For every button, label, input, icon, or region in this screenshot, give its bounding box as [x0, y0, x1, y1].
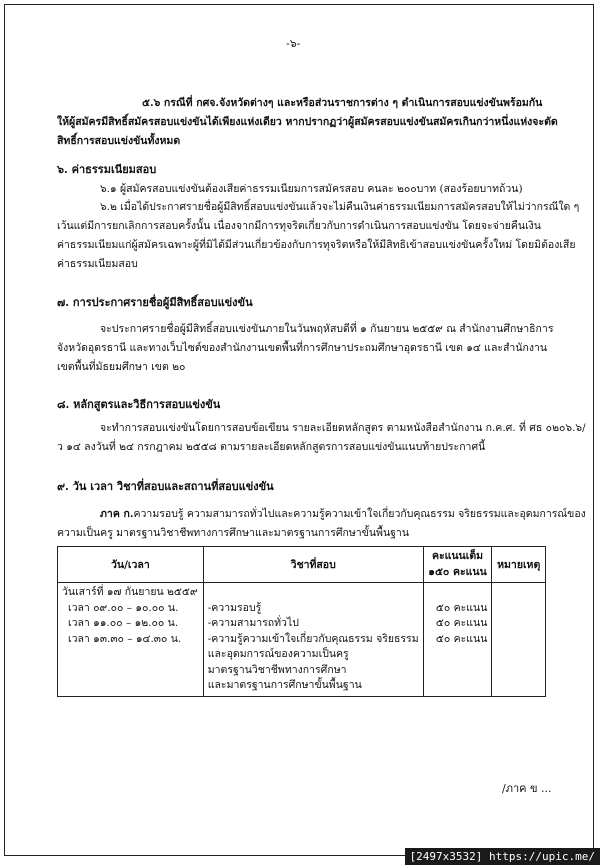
table-row: [58, 583, 546, 697]
section-9-part-a-line1: [100, 507, 586, 521]
section-6-2-line2: เว้นแต่มีการยกเลิกการสอบครั้งนั้น เนื่องจากมีการทุจริตเกี่ยวกับการดำเนินการสอบแข่งขัน โดยจะจ่ายคืนเงิน: [57, 220, 541, 232]
section-8-line1: จะทำการสอบแข่งขันโดยการสอบข้อเขียน รายละเอียดหลักสูตร ตามหนังสือสำนักงาน ก.ค.ศ. ที่ ศธ ๐๒๐๖.๖/: [100, 422, 586, 434]
page-number: -๖-: [286, 37, 301, 50]
subject-3-line2: และอุดมการณ์ของความเป็นครู: [207, 648, 349, 660]
score-3: ๕๐ คะแนน: [435, 632, 488, 645]
section-5-6-line2: ให้ผู้สมัครมีสิทธิ์สมัครสอบแข่งขันได้เพียงแห่งเดียว หากปรากฏว่าผู้สมัครสอบแข่งขันสมัครเกินกว่าหนึ่งแห่งจะตัด: [57, 116, 558, 128]
part-a-desc: ความรอบรู้ ความสามารถทั่วไปและความรู้ความเข้าใจเกี่ยวกับคุณธรรม จริยธรรมและอุดมการณ์ของ: [133, 508, 586, 520]
section-9-part-a-line2: ความเป็นครู มาตรฐานวิชาชีพทางการศึกษาและมาตรฐานการศึกษาขั้นพื้นฐาน: [57, 527, 409, 539]
score-2: ๕๐ คะแนน: [435, 617, 488, 629]
section-7-line1: จะประกาศรายชื่อผู้มีสิทธิ์สอบแข่งขันภายในวันพฤหัสบดีที่ ๑ กันยายน ๒๕๕๙ ณ สำนักงานศึกษาธิการ: [100, 323, 554, 335]
section-6-1-text: ๖.๑ ผู้สมัครสอบแข่งขันต้องเสียค่าธรรมเนียมการสมัครสอบ คนละ ๒๐๐บาท (สองร้อยบาทถ้วน): [100, 183, 523, 195]
cell-date-time: [58, 583, 204, 697]
score-1: ๕๐ คะแนน: [435, 601, 488, 614]
header-score-line1: คะแนนเต็ม: [431, 550, 484, 562]
subject-3-line3: มาตรฐานวิชาชีพทางการศึกษา: [207, 663, 347, 676]
section-5-6-line1: ๕.๖ กรณีที่ กศจ.จังหวัดต่างๆ และหรือส่วนราชการต่าง ๆ ดำเนินการสอบแข่งขันพร้อมกัน: [142, 97, 543, 109]
header-date-time: วัน/เวลา: [58, 547, 204, 583]
subject-1: -ความรอบรู้: [207, 601, 262, 614]
exam-schedule-table: [57, 546, 546, 697]
subject-3-line1: -ความรู้ความเข้าใจเกี่ยวกับคุณธรรม จริยธรรม: [207, 632, 419, 645]
subject-3-line4: และมาตรฐานการศึกษาขั้นพื้นฐาน: [207, 679, 362, 691]
exam-time-2: เวลา ๑๑.๐๐ – ๑๒.๐๐ น.: [68, 617, 179, 629]
section-6-2-line3: ค่าธรรมเนียมแก่ผู้สมัครเฉพาะผู้ที่มิได้มีส่วนเกี่ยวข้องกับการทุจริตหรือให้มีสิทธิเข้าสอบแข่งขันครั้งใหม่ โดยมิต้องเสีย: [57, 239, 576, 251]
exam-time-3: เวลา ๑๓.๓๐ – ๑๔.๓๐ น.: [68, 632, 182, 645]
exam-time-1: เวลา ๐๙.๐๐ – ๑๐.๐๐ น.: [68, 601, 179, 614]
exam-date: วันเสาร์ที่ ๑๗ กันยายน ๒๕๕๙: [62, 586, 198, 598]
section-7-line2: จังหวัดอุดรธานี และทางเว็บไซต์ของสำนักงานเขตพื้นที่การศึกษาประถมศึกษาอุดรธานี เขต ๑๔ และสำนักงาน: [57, 342, 548, 354]
section-5-6-line3: สิทธิ์การสอบแข่งขันทั้งหมด: [57, 135, 181, 147]
section-7-line3: เขตพื้นที่มัธยมศึกษา เขต ๒๐: [57, 361, 186, 373]
subject-2: -ความสามารถทั่วไป: [207, 617, 299, 629]
section-7-heading: ๗. การประกาศรายชื่อผู้มีสิทธิ์สอบแข่งขัน: [57, 296, 253, 309]
header-score-line2: ๑๕๐ คะแนน: [428, 565, 487, 578]
header-note: หมายเหตุ: [492, 547, 546, 583]
part-a-label: ภาค ก.: [100, 508, 134, 520]
header-subject: วิชาที่สอบ: [203, 547, 423, 583]
cell-note: [492, 583, 546, 697]
section-6-2-line4: ค่าธรรมเนียมสอบ: [57, 258, 138, 270]
header-score: [423, 547, 492, 583]
section-8-line2: ว ๑๔ ลงวันที่ ๒๔ กรกฎาคม ๒๕๕๘ ตามรายละเอียดหลักสูตรการสอบแข่งขันแนบท้ายประกาศนี้: [57, 441, 486, 453]
cell-subjects: [203, 583, 423, 697]
next-page-indicator: /ภาค ข ...: [502, 782, 552, 795]
section-8-heading: ๘. หลักสูตรและวิธีการสอบแข่งขัน: [57, 398, 221, 411]
section-6-2-line1: ๖.๒ เมื่อได้ประกาศรายชื่อผู้มีสิทธิ์สอบแข่งขันแล้วจะไม่คืนเงินค่าธรรมเนียมการสมัครสอบให้ไม่ว่ากรณีใด ๆ: [100, 201, 580, 213]
image-size-watermark: [2497x3532] https://upic.me/: [405, 848, 600, 865]
table-header-row: [58, 547, 546, 583]
cell-scores: [423, 583, 492, 697]
section-9-heading: ๙. วัน เวลา วิชาที่สอบและสถานที่สอบแข่งขัน: [57, 480, 274, 493]
section-6-heading: ๖. ค่าธรรมเนียมสอบ: [57, 163, 157, 176]
